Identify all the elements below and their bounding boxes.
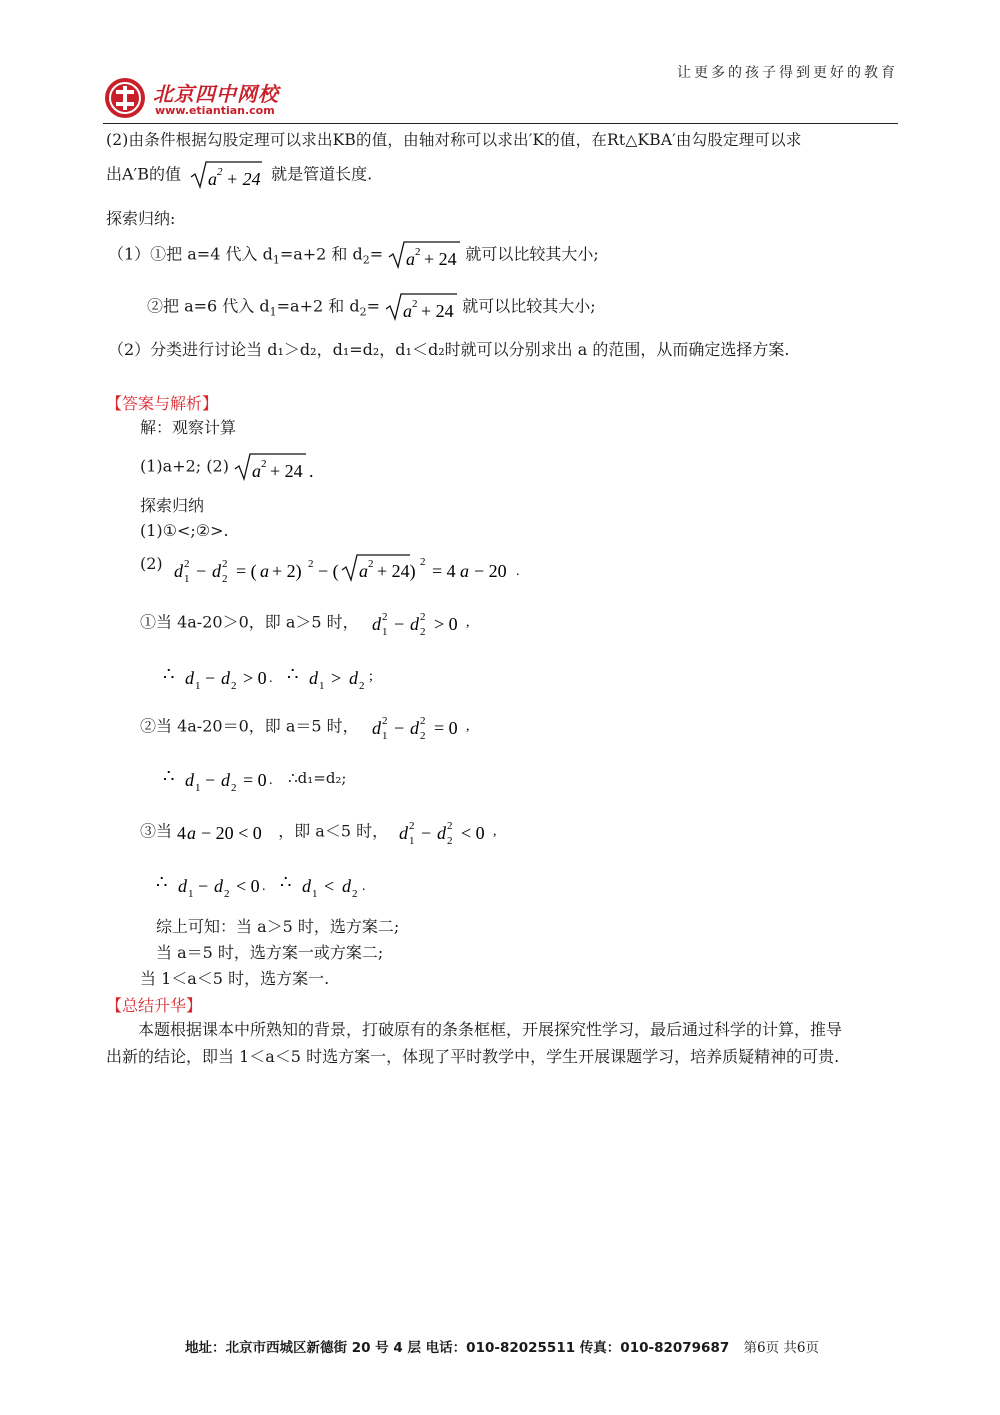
- analysis-line-2-pre: 出A′B的值: [106, 164, 181, 184]
- svg-text:d: d: [349, 668, 358, 688]
- summary-line-2: 出新的结论，即当 1＜a＜5 时选方案一，体现了平时教学中，学生开展课题学习，培养质疑精神的可贵.: [106, 1047, 840, 1066]
- svg-text:>: >: [331, 668, 342, 688]
- svg-text:+ 24: + 24: [424, 249, 457, 269]
- svg-text:− 20: − 20: [473, 561, 507, 581]
- svg-text:− (: − (: [317, 561, 339, 581]
- svg-text:a: a: [208, 169, 218, 189]
- svg-text:d: d: [399, 823, 409, 843]
- footer-address: 地址：北京市西城区新德街 20 号 4 层 电话：010-82025511 传真：010-82079687: [185, 1340, 730, 1356]
- svg-text:1: 1: [312, 888, 318, 900]
- svg-text:−: −: [393, 614, 404, 634]
- svg-text:1: 1: [195, 680, 201, 692]
- svg-text:< 0: < 0: [236, 876, 260, 896]
- sqrt-a2-24: [190, 160, 262, 190]
- svg-text:−: −: [198, 876, 209, 896]
- case-1-pre: ①当 4a-20＞0，即 a＞5 时，: [140, 612, 359, 632]
- svg-text:,: ,: [465, 615, 470, 630]
- svg-text:2: 2: [231, 782, 237, 794]
- svg-text:+ 24: + 24: [421, 301, 454, 321]
- explore-item-3: （2）分类进行讨论当 d₁＞d₂，d₁=d₂，d₁＜d₂时就可以分别求出 a 的范围，从而确定选择方案.: [108, 340, 790, 359]
- svg-text:< 0: < 0: [461, 823, 485, 843]
- footer: [185, 1336, 819, 1356]
- svg-text:−: −: [205, 770, 216, 790]
- svg-text:∴: ∴: [280, 872, 292, 892]
- svg-text:2: 2: [352, 888, 358, 900]
- svg-text:2: 2: [412, 298, 418, 310]
- svg-text:= 4: = 4: [431, 561, 456, 581]
- svg-text:d: d: [409, 614, 419, 634]
- svg-text:.: .: [262, 879, 266, 894]
- explore-item-2-pre: ②把 a=6 代入 d: [147, 296, 270, 316]
- svg-text:2: 2: [221, 573, 228, 585]
- svg-text:+ 24: + 24: [270, 461, 303, 481]
- svg-text:1: 1: [381, 730, 388, 742]
- svg-text:d: d: [437, 823, 447, 843]
- svg-text:2: 2: [419, 626, 426, 638]
- answer-b2: [140, 553, 554, 587]
- svg-text:2: 2: [409, 820, 415, 832]
- svg-text:∴: ∴: [156, 872, 168, 892]
- svg-text:= 0: = 0: [243, 770, 267, 790]
- header-rule: [103, 123, 898, 124]
- svg-text:2: 2: [447, 820, 453, 832]
- svg-text:a: a: [459, 561, 469, 581]
- svg-text:2: 2: [224, 888, 230, 900]
- analysis-line-1: (2)由条件根据勾股定理可以求出KB的值，由轴对称可以求出′K的值，在Rt△KBA′由勾股定理可以求: [106, 131, 802, 149]
- case-3-pre: ③当: [140, 821, 173, 841]
- case-2-pre: ②当 4a-20＝0，即 a＝5 时，: [140, 716, 359, 736]
- svg-text:1: 1: [183, 573, 190, 585]
- case-2-d1-eq-d2: ∴d₁=d₂;: [288, 769, 347, 787]
- answer-explore: 探索归纳: [140, 496, 205, 515]
- answer-line-1: [140, 452, 314, 482]
- conclusion-1: 综上可知：当 a＞5 时，选方案二;: [156, 917, 400, 936]
- ineq-d1sq-d2sq-lt0: [399, 815, 509, 849]
- footer-page: 第6页 共6页: [743, 1340, 820, 1356]
- header-slogan: 让更多的孩子得到更好的教育: [677, 65, 898, 81]
- logo: [103, 76, 303, 120]
- therefore-d1-minus-d2-eq0: [163, 762, 283, 794]
- svg-text:2: 2: [381, 715, 388, 727]
- svg-text:d: d: [342, 876, 351, 896]
- svg-text:> 0: > 0: [243, 668, 267, 688]
- ineq-4a-20-lt0: [177, 815, 273, 849]
- case-3-mid: ，即 a＜5 时，: [278, 821, 389, 841]
- logo-emblem-icon: [103, 76, 147, 120]
- svg-text:> 0: > 0: [433, 614, 458, 634]
- explore-item-2: ②把 a=6 代入 $d_1=a+2$ 和 $d_2=$ a 2 + 24 就可以比较其大小;: [147, 292, 596, 322]
- svg-text:+ 24): + 24): [376, 561, 416, 581]
- svg-text:,: ,: [493, 824, 497, 839]
- ineq-d1sq-d2sq-gt0: [372, 606, 482, 640]
- svg-text:d: d: [178, 876, 187, 896]
- svg-text:d: d: [221, 770, 230, 790]
- svg-text:d: d: [302, 876, 311, 896]
- summary-line-1: 本题根据课本中所熟知的背景，打破原有的条条框框，开展探究性学习，最后通过科学的计算，推导: [138, 1020, 843, 1039]
- answer-solve: 解：观察计算: [140, 418, 237, 437]
- svg-text:2: 2: [217, 166, 223, 178]
- svg-text:a: a: [406, 249, 416, 269]
- svg-text:= 0: = 0: [433, 718, 458, 738]
- case-1-conclusion: [163, 660, 393, 696]
- logo-url: www.etiantian.com: [155, 104, 275, 117]
- equation-d1sq-minus-d2sq: [174, 553, 554, 587]
- case-2: [140, 710, 482, 744]
- svg-text:d: d: [214, 876, 223, 896]
- svg-text:d: d: [173, 561, 183, 581]
- svg-text:1: 1: [195, 782, 201, 794]
- svg-text:d: d: [371, 614, 381, 634]
- conclusion-2: 当 a＝5 时，选方案一或方案二;: [156, 943, 384, 962]
- svg-text:∴: ∴: [287, 664, 299, 684]
- svg-text:d: d: [409, 718, 419, 738]
- sqrt-a2-24: [234, 452, 314, 482]
- svg-text:2: 2: [183, 558, 190, 570]
- answer-line-1-pre: (1)a+2; (2): [140, 456, 229, 476]
- answer-b1: (1)①<;②>.: [140, 521, 229, 540]
- explore-item-2-post: 就可以比较其大小;: [462, 296, 596, 316]
- explore-item-1: （1）①把 a=4 代入 $d_1=a+2$ 和 $d_2=$ a 2 + 24 就可以比较其大小;: [108, 240, 599, 270]
- case-3-conclusion: [156, 868, 386, 904]
- answer-b2-label: (2): [140, 553, 163, 573]
- eq-d1sq-d2sq-eq0: [372, 710, 482, 744]
- svg-text:−: −: [195, 561, 206, 581]
- svg-text:a: a: [403, 301, 413, 321]
- svg-text:1: 1: [381, 626, 388, 638]
- svg-text:2: 2: [221, 558, 228, 570]
- svg-text:<: <: [324, 876, 335, 896]
- svg-text:a: a: [187, 823, 197, 843]
- svg-text:a: a: [358, 561, 368, 581]
- summary-heading: 【总结升华】: [106, 996, 203, 1015]
- svg-text:d: d: [185, 770, 194, 790]
- sqrt-a2-24: [385, 292, 457, 322]
- svg-text:.: .: [515, 564, 520, 579]
- svg-text:∴: ∴: [163, 664, 175, 684]
- svg-text:2: 2: [231, 680, 237, 692]
- conclusion-3: 当 1＜a＜5 时，选方案一.: [140, 969, 330, 988]
- case-3: [140, 815, 509, 849]
- svg-text:.: .: [309, 461, 314, 481]
- explore-item-1-pre: （1）①把 a=4 代入 d: [108, 244, 273, 264]
- therefore-d1-lt-d2: [156, 868, 386, 900]
- svg-text:1: 1: [319, 680, 325, 692]
- svg-text:a: a: [252, 461, 262, 481]
- analysis-line-2-post: 就是管道长度.: [271, 164, 373, 184]
- svg-text:d: d: [309, 668, 318, 688]
- svg-text:= (: = (: [235, 561, 257, 581]
- svg-text:2: 2: [419, 730, 426, 742]
- svg-text:4: 4: [177, 823, 187, 843]
- svg-text:2: 2: [447, 835, 453, 847]
- svg-text:−: −: [393, 718, 404, 738]
- svg-text:d: d: [221, 668, 230, 688]
- svg-text:;: ;: [369, 669, 373, 684]
- svg-text:2: 2: [307, 558, 314, 570]
- explore-item-1-mid: =a+2 和 d: [279, 244, 363, 264]
- svg-text:∴: ∴: [163, 766, 175, 786]
- sqrt-a2-24: [388, 240, 460, 270]
- answer-heading: 【答案与解析】: [106, 394, 219, 413]
- svg-text:2: 2: [367, 558, 374, 570]
- svg-text:a: a: [259, 561, 269, 581]
- case-1: [140, 606, 482, 640]
- svg-text:2: 2: [381, 611, 388, 623]
- svg-text:1: 1: [188, 888, 194, 900]
- svg-text:−: −: [205, 668, 216, 688]
- svg-text:+ 2): + 2): [271, 561, 302, 581]
- svg-text:.: .: [362, 879, 366, 894]
- explore-item-1-post: 就可以比较其大小;: [465, 244, 599, 264]
- svg-text:.: .: [269, 773, 273, 788]
- explore-item-2-mid: =a+2 和 d: [276, 296, 360, 316]
- svg-text:d: d: [211, 561, 221, 581]
- svg-text:2: 2: [359, 680, 365, 692]
- svg-text:d: d: [185, 668, 194, 688]
- analysis-line-2: [106, 160, 372, 190]
- svg-text:+ 24: + 24: [226, 169, 261, 189]
- svg-text:−: −: [421, 823, 432, 843]
- svg-text:d: d: [371, 718, 381, 738]
- svg-text:2: 2: [261, 458, 267, 470]
- svg-text:.: .: [269, 671, 273, 686]
- svg-text:2: 2: [419, 556, 426, 568]
- svg-text:,: ,: [465, 719, 470, 734]
- therefore-d1-gt-d2: [163, 660, 393, 692]
- svg-text:2: 2: [415, 246, 421, 258]
- svg-text:2: 2: [419, 611, 426, 623]
- svg-text:− 20 < 0: − 20 < 0: [201, 823, 262, 843]
- logo-name: 北京四中网校: [153, 82, 279, 106]
- case-2-conclusion: [163, 762, 347, 794]
- explore-title: 探索归纳:: [106, 209, 176, 228]
- svg-text:1: 1: [409, 835, 415, 847]
- svg-text:2: 2: [419, 715, 426, 727]
